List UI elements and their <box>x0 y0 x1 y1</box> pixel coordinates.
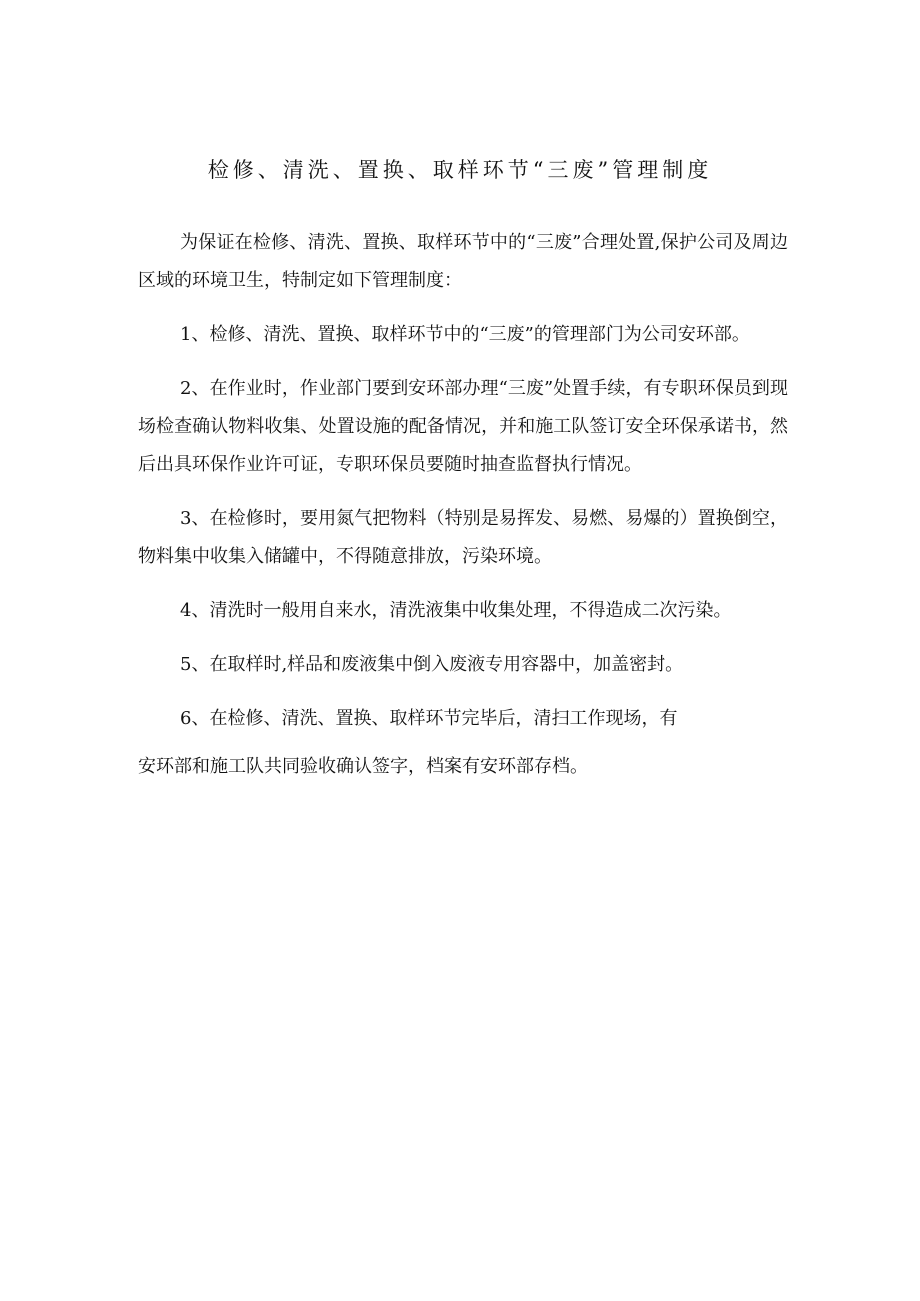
item-5: 5、在取样时,样品和废液集中倒入废液专用容器中，加盖密封。 <box>180 654 684 675</box>
item-3: 3、在检修时，要用氮气把物料（特别是易挥发、易燃、易爆的）置换倒空，物料集中收集入储罐中，不得随意排放，污染环境。 <box>138 508 788 567</box>
document-body <box>138 224 788 786</box>
item-4: 4、清洗时一般用自来水，清洗液集中收集处理，不得造成二次污染。 <box>180 600 732 621</box>
item-2: 2、在作业时，作业部门要到安环部办理“三废”处置手续，有专职环保员到现场检查确认物料收集、处置设施的配备情况，并和施工队签订安全环保承诺书，然后出具环保作业许可证，专职环保员要随时抽查监督执行情况。 <box>138 378 788 475</box>
document-title: 检修、清洗、置换、取样环节“三废”管理制度 <box>207 158 713 182</box>
item-1: 1、检修、清洗、置换、取样环节中的“三废”的管理部门为公司安环部。 <box>180 324 750 345</box>
closing-line: 安环部和施工队共同验收确认签字，档案有安环部存档。 <box>138 756 588 777</box>
intro-paragraph: 为保证在检修、清洗、置换、取样环节中的“三废”合理处置,保护公司及周边区域的环境卫生，特制定如下管理制度： <box>138 232 788 291</box>
item-6: 6、在检修、清洗、置换、取样环节完毕后，清扫工作现场，有 <box>180 708 678 729</box>
